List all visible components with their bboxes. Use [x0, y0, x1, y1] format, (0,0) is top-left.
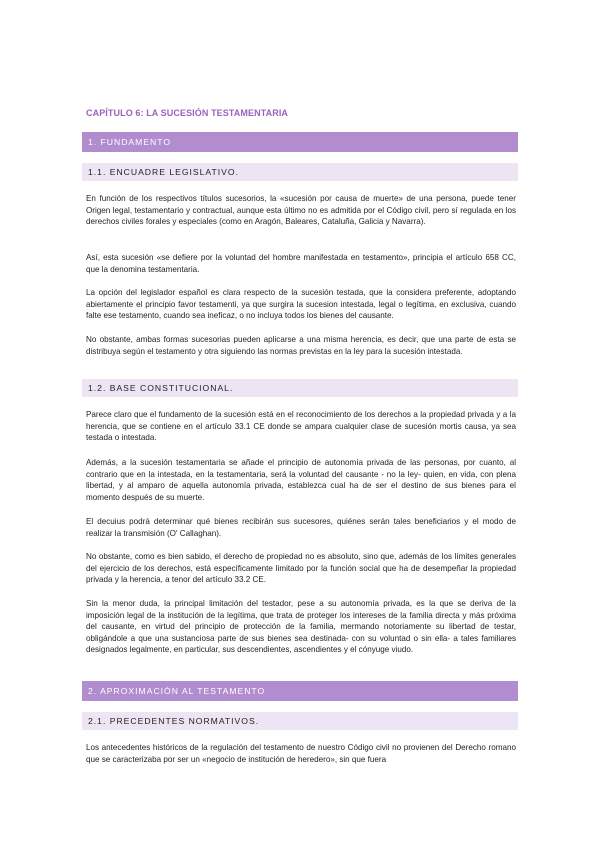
subsection-heading-encuadre	[82, 163, 518, 181]
paragraph: Los antecedentes históricos de la regulación del testamento de nuestro Código civil no provienen del Derecho romano que se caracterizaba por ser un «negocio de institución de heredero», sin que fuera	[86, 743, 516, 764]
paragraph: El decuius podrá determinar qué bienes recibirán sus sucesores, quiénes serán tales beneficiarios y el modo de realizar la transmisión (O' Callaghan).	[86, 517, 516, 538]
subsection-heading-label: 1.1. ENCUADRE LEGISLATIVO.	[88, 167, 239, 177]
paragraph: No obstante, como es bien sabido, el derecho de propiedad no es absoluto, sino que, además de los límites generales del ejercicio de los derechos, está específicamente limitado por la función social que ha de desempeñar la propiedad privada y la herencia, a tenor del artículo 33.2 CE.	[86, 552, 516, 585]
subsection-heading-base-constitucional	[82, 379, 518, 397]
paragraph: La opción del legislador español es clara respecto de la sucesión testada, que la considera preferente, adoptando abiertamente el principio favor testamenti, ya que surgira la sucesion intestada, legal o legítima, en exclusiva, cuando falte ese testamento, cuando sea ineficaz, o no incluya todos los bienes del causante.	[86, 288, 516, 321]
chapter-title: CAPÍTULO 6: LA SUCESIÓN TESTAMENTARIA	[86, 108, 289, 118]
subsection-heading-label: 1.2. BASE CONSTITUCIONAL.	[88, 383, 234, 393]
paragraph: Parece claro que el fundamento de la sucesión está en el reconocimiento de los derechos a la propiedad privada y a la herencia, que se contiene en el artículo 33.1 CE donde se ampara cualquier clase de sucesión mortis causa, ya sea testada o intestada.	[86, 410, 516, 443]
paragraph: En función de los respectivos títulos sucesorios, la «sucesión por causa de muerte» de una persona, puede tener Origen legal, testamentario y contractual, aunque esta último no es admitida por el Código civil, pero sí regulada en los derechos civiles forales y especiales (como en Aragón, Baleares, Cataluña, Galicia y Navarra).	[86, 194, 516, 227]
subsection-heading-label: 2.1. PRECEDENTES NORMATIVOS.	[88, 716, 260, 726]
paragraph: Así, esta sucesión «se defiere por la voluntad del hombre manifestada en testamento», principia el artículo 658 CC, que la denomina testamentaria.	[86, 253, 516, 274]
section-heading-aproximacion	[82, 681, 518, 701]
section-heading-fundamento	[82, 132, 518, 152]
paragraph: Sin la menor duda, la principal limitación del testador, pese a su autonomía privada, es la que se deriva de la imposición legal de la institución de la legítima, que trata de proteger los intereses de la familia directa y más próxima del causante, en virtud del principio de protección de la familia, mermando notoriamente su libertad de testar, obligándole a que una sustanciosa parte de sus bienes sea destinada- con su voluntad o sin ella- a tales familiares designados legalmente, en particular, sus descendientes, ascendientes y el cónyuge viudo.	[86, 599, 516, 655]
section-heading-label: 2. APROXIMACIÓN AL TESTAMENTO	[88, 686, 266, 696]
paragraph: Además, a la sucesión testamentaria se añade el principio de autonomía privada de las personas, por cuanto, al contrario que en la intestada, en la testamentaria, será la voluntad del causante - no la ley- quien, en vida, con plena libertad, y al amparo de aquella autonomía privada, establezca cual ha de ser el destino de sus bienes para el momento después de su muerte.	[86, 458, 516, 502]
subsection-heading-precedentes	[82, 712, 518, 730]
paragraph: No obstante, ambas formas sucesorias pueden aplicarse a una misma herencia, es decir, que una parte de esta se distribuya según el testamento y otra siguiendo las normas previstas en la ley para la sucesión intestada.	[86, 335, 516, 356]
section-heading-label: 1. FUNDAMENTO	[88, 137, 172, 147]
